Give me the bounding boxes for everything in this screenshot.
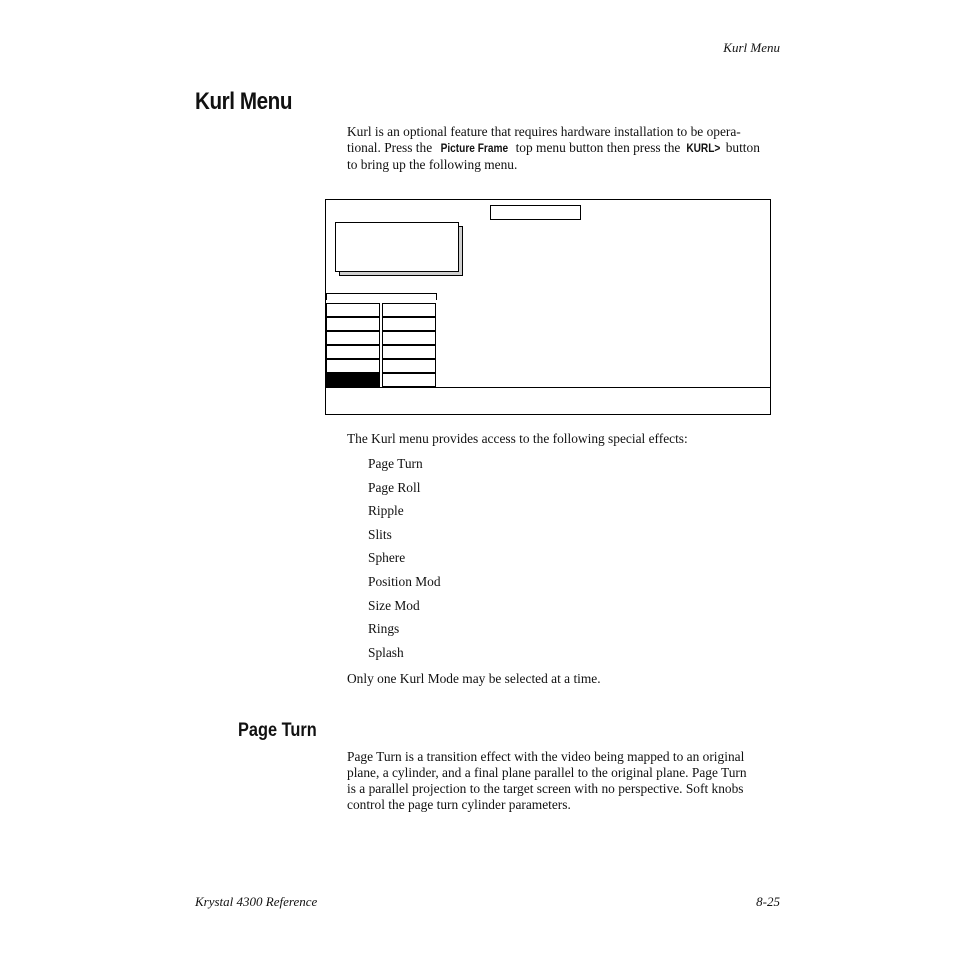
intro-paragraph [347,124,782,173]
menu-button [382,303,436,317]
menu-button [326,317,380,331]
intro-line: Kurl is an optional feature that requires hardware installation to be opera- [347,124,741,139]
footer-page-number: 8-25 [756,894,780,909]
menu-button [326,345,380,359]
effect-list-item: Page Roll [368,479,421,495]
body-line: is a parallel projection to the target screen with no perspective. Soft knobs [347,781,744,796]
menu-status-divider [326,387,770,388]
menu-button [382,317,436,331]
intro-line: tional. Press the Picture Frame top menu button then press the KURL> button [347,140,760,155]
kurl-button-ref: KURL> [686,143,721,155]
menu-button-selected [326,373,380,387]
menu-button [326,303,380,317]
effect-list-item: Size Mod [368,597,420,613]
status-panel [335,222,459,272]
effect-list-item: Splash [368,644,404,660]
page-turn-paragraph [347,749,782,813]
picture-frame-button-ref: Picture Frame [440,143,508,155]
footer-doc-title: Krystal 4300 Reference [195,894,318,909]
section-title-page-turn: Page Turn [238,720,317,741]
menu-button [382,359,436,373]
button-group-header [326,293,437,300]
body-line: Page Turn is a transition effect with the video being mapped to an original [347,749,745,764]
effect-list-item: Sphere [368,550,406,566]
selection-note: Only one Kurl Mode may be selected at a time. [347,671,601,686]
effect-list-item: Slits [368,526,392,542]
running-header: Kurl Menu [723,40,780,55]
effect-list-item: Position Mod [368,573,441,589]
effects-intro: The Kurl menu provides access to the following special effects: [347,431,688,446]
menu-button [326,331,380,345]
menu-button [382,345,436,359]
body-line: plane, a cylinder, and a final plane parallel to the original plane. Page Turn [347,765,747,780]
section-title-kurl-menu: Kurl Menu [195,88,293,115]
menu-title-box [490,205,581,220]
menu-button [382,331,436,345]
menu-button [382,373,436,387]
effect-list-item: Page Turn [368,456,423,471]
effects-list [368,452,441,664]
body-line: control the page turn cylinder parameters. [347,797,571,812]
effect-list-item: Ripple [368,503,404,519]
intro-line: to bring up the following menu. [347,157,518,172]
menu-button [326,359,380,373]
effect-list-item: Rings [368,621,400,637]
